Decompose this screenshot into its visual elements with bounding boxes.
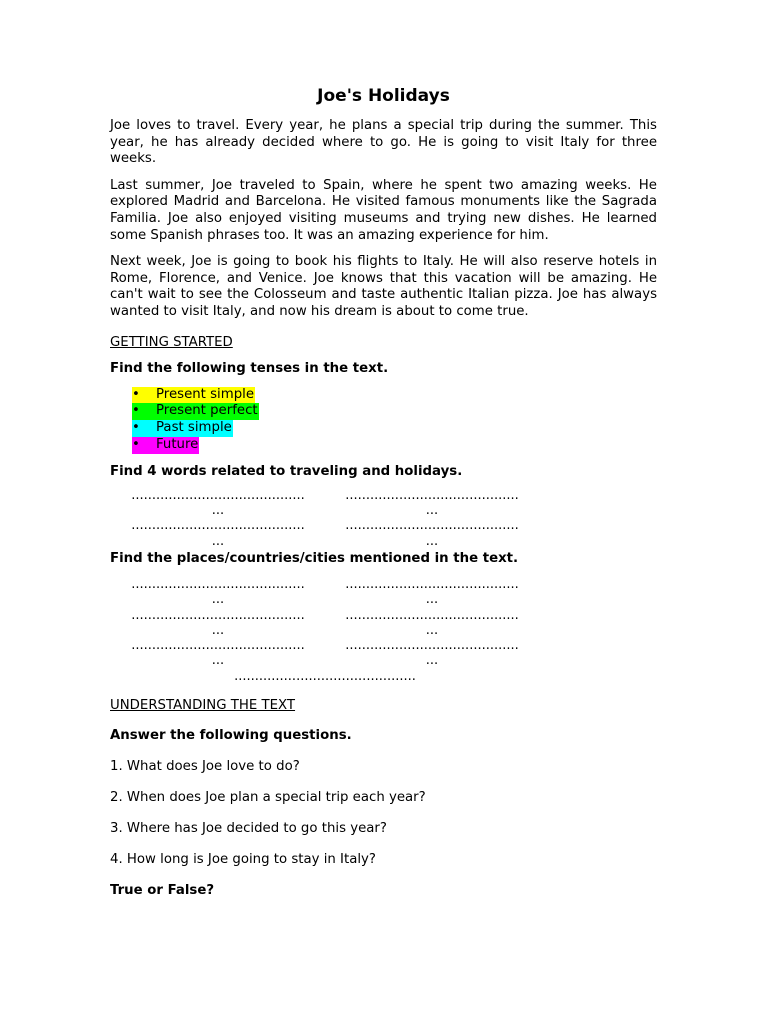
section-heading-getting-started: GETTING STARTED: [110, 334, 233, 350]
page-title: Joe's Holidays: [317, 86, 450, 106]
answer-blank[interactable]: .......................................... ...: [131, 487, 305, 519]
bullet-icon: •: [132, 403, 140, 419]
answer-blank[interactable]: .......................................... ...: [345, 518, 519, 549]
tense-highlight: [132, 420, 233, 437]
answer-blank[interactable]: .......................................... ...: [131, 638, 305, 669]
true-false-heading: True or False?: [110, 882, 215, 898]
tense-label: Present simple: [156, 386, 255, 402]
places-instruction: Find the places/countries/cities mentioned in the text.: [110, 550, 519, 566]
list-item: [132, 387, 657, 404]
tense-highlight: [132, 387, 255, 404]
tense-label: Present perfect: [156, 403, 258, 419]
section-heading-understanding: UNDERSTANDING THE TEXT: [110, 697, 296, 713]
question: 1. What does Joe love to do?: [110, 758, 300, 774]
questions-instruction: Answer the following questions.: [110, 727, 352, 743]
tense-highlight: [132, 403, 259, 420]
worksheet-content: [110, 86, 657, 909]
tense-label: Past simple: [156, 420, 232, 436]
answer-blank[interactable]: .......................................... ...: [345, 638, 519, 669]
answer-blank[interactable]: .......................................... ...: [345, 576, 519, 608]
answer-blank[interactable]: .......................................... ...: [131, 607, 305, 638]
tenses-list: [132, 387, 657, 454]
answer-blank[interactable]: .......................................... ...: [131, 576, 305, 608]
paragraph-2: Last summer, Joe traveled to Spain, where he spent two amazing weeks. He explored Madrid and Barcelona. He visited famous monuments like the Sagrada Familia. Joe also enjoyed visiting museums and trying new dishes. He learned some Spanish phrases too. It was an amazing experience for him.: [110, 177, 657, 243]
words-answer-area: [118, 488, 657, 549]
question: 2. When does Joe plan a special trip each year?: [110, 789, 426, 805]
list-item: [132, 420, 657, 437]
list-item: [132, 403, 657, 420]
tense-label: Future: [156, 436, 199, 452]
question: 3. Where has Joe decided to go this year?: [110, 820, 387, 836]
answer-blank[interactable]: .......................................... ...: [345, 607, 519, 638]
paragraph-3: Next week, Joe is going to book his flights to Italy. He will also reserve hotels in Rome, Florence, and Venice. Joe knows that this vacation will be amazing. He can't wait to see the Colosseum and taste authentic Italian pizza. Joe has always wanted to visit Italy, and now his dream is about to come true.: [110, 254, 657, 319]
bullet-icon: •: [132, 386, 140, 402]
tenses-instruction: Find the following tenses in the text.: [110, 360, 389, 376]
places-answer-area: [118, 577, 657, 669]
question: 4. How long is Joe going to stay in Italy?: [110, 851, 376, 867]
answer-blank[interactable]: .......................................... ...: [345, 487, 519, 519]
answer-blank[interactable]: .......................................... ...: [131, 518, 305, 549]
list-item: [132, 437, 657, 454]
words-instruction: Find 4 words related to traveling and holidays.: [110, 463, 463, 479]
bullet-icon: •: [132, 420, 140, 436]
tense-highlight: [132, 437, 199, 454]
answer-blank[interactable]: ............................................: [234, 668, 416, 684]
bullet-icon: •: [132, 436, 140, 452]
paragraph-1: Joe loves to travel. Every year, he plans a special trip during the summer. This year, he has already decided where to go. He is going to visit Italy for three weeks.: [110, 118, 657, 167]
